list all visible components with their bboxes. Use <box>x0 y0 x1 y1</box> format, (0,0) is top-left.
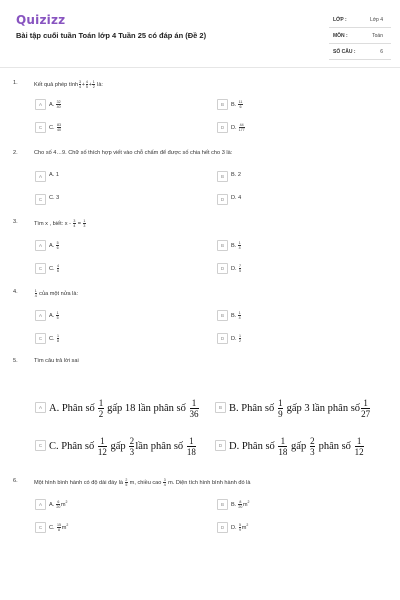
fraction: $\frac{3}{4}$ <box>73 219 76 228</box>
option-letter-box: C <box>35 333 46 344</box>
fraction: $\frac{3}{4}$ <box>163 478 166 487</box>
fraction: $\frac{1}{2}$ <box>92 80 95 89</box>
option-letter-box: C <box>35 122 46 133</box>
meta-row-class <box>329 12 391 28</box>
fraction: $\frac{1}{3}$ <box>83 219 86 228</box>
page-header <box>0 0 400 72</box>
question-number: 1. <box>13 80 18 86</box>
option-letter-box: B <box>217 499 228 510</box>
meta-label: SỐ CÂU : <box>333 49 356 55</box>
option-letter-box: C <box>35 522 46 533</box>
question-number: 6. <box>13 478 18 484</box>
option-letter-box: A <box>35 402 46 413</box>
option-letter-box: B <box>217 240 228 251</box>
meta-value: Toán <box>372 33 383 39</box>
option-letter-box: D <box>217 194 228 205</box>
meta-value: 6 <box>380 49 383 55</box>
fraction: $\frac{3}{4}$ <box>78 80 81 89</box>
header-divider <box>0 67 400 68</box>
meta-label: LỚP : <box>333 17 347 23</box>
option-letter-box: C <box>35 440 46 451</box>
meta-row-count <box>329 44 391 60</box>
question-text: Tìm x , biết: x - $\frac{3}{4}$ = $\frac{1}{3}$ <box>34 219 86 228</box>
option-letter-box: A <box>35 499 46 510</box>
question-text: Tìm câu trả lời sai <box>34 358 79 364</box>
question-number: 2. <box>13 150 18 156</box>
meta-label: MÔN : <box>333 33 348 39</box>
question-text: Kết quả phép tính $\frac{3}{4}$ + $\frac{4}{5}$ + $\frac{1}{2}$ là: <box>34 80 103 89</box>
quizizz-logo: Quizizz <box>16 13 66 27</box>
fraction: $\frac{2}{5}$ <box>125 478 128 487</box>
option-letter-box: C <box>35 263 46 274</box>
meta-table <box>329 12 391 60</box>
option-letter-box: B <box>215 402 226 413</box>
option-letter-box: D <box>217 522 228 533</box>
meta-value: Lớp 4 <box>369 17 383 23</box>
option-letter-box: A <box>35 171 46 182</box>
option-letter-box: A <box>35 310 46 321</box>
option-letter-box: B <box>217 310 228 321</box>
option-letter-box: D <box>217 122 228 133</box>
question-text: $\frac{1}{4}$ của một nửa là: <box>34 289 79 298</box>
option-letter-box: B <box>217 99 228 110</box>
question-number: 3. <box>13 219 18 225</box>
meta-row-subject <box>329 28 391 44</box>
option-letter-box: D <box>215 440 226 451</box>
option-letter-box: C <box>35 194 46 205</box>
option-letter-box: B <box>217 171 228 182</box>
fraction: $\frac{1}{4}$ <box>34 289 37 298</box>
option-letter-box: D <box>217 333 228 344</box>
question-number: 4. <box>13 289 18 295</box>
question-number: 5. <box>13 358 18 364</box>
option-letter-box: A <box>35 99 46 110</box>
question-text: Cho số 4…9. Chữ số thích hợp viết vào chỗ chấm để được số chia hết cho 3 là: <box>34 150 233 156</box>
fraction: $\frac{4}{5}$ <box>85 80 88 89</box>
option-letter-box: A <box>35 240 46 251</box>
page-title: Bài tập cuối tuần Toán lớp 4 Tuần 25 có đáp án (Đề 2) <box>16 31 207 40</box>
question-text: Một hình bình hành có độ dài đáy là $\frac{2}{5}$ m, chiều cao $\frac{3}{4}$ m. Diện tích hình bình hành đó là <box>34 478 251 487</box>
option-letter-box: D <box>217 263 228 274</box>
